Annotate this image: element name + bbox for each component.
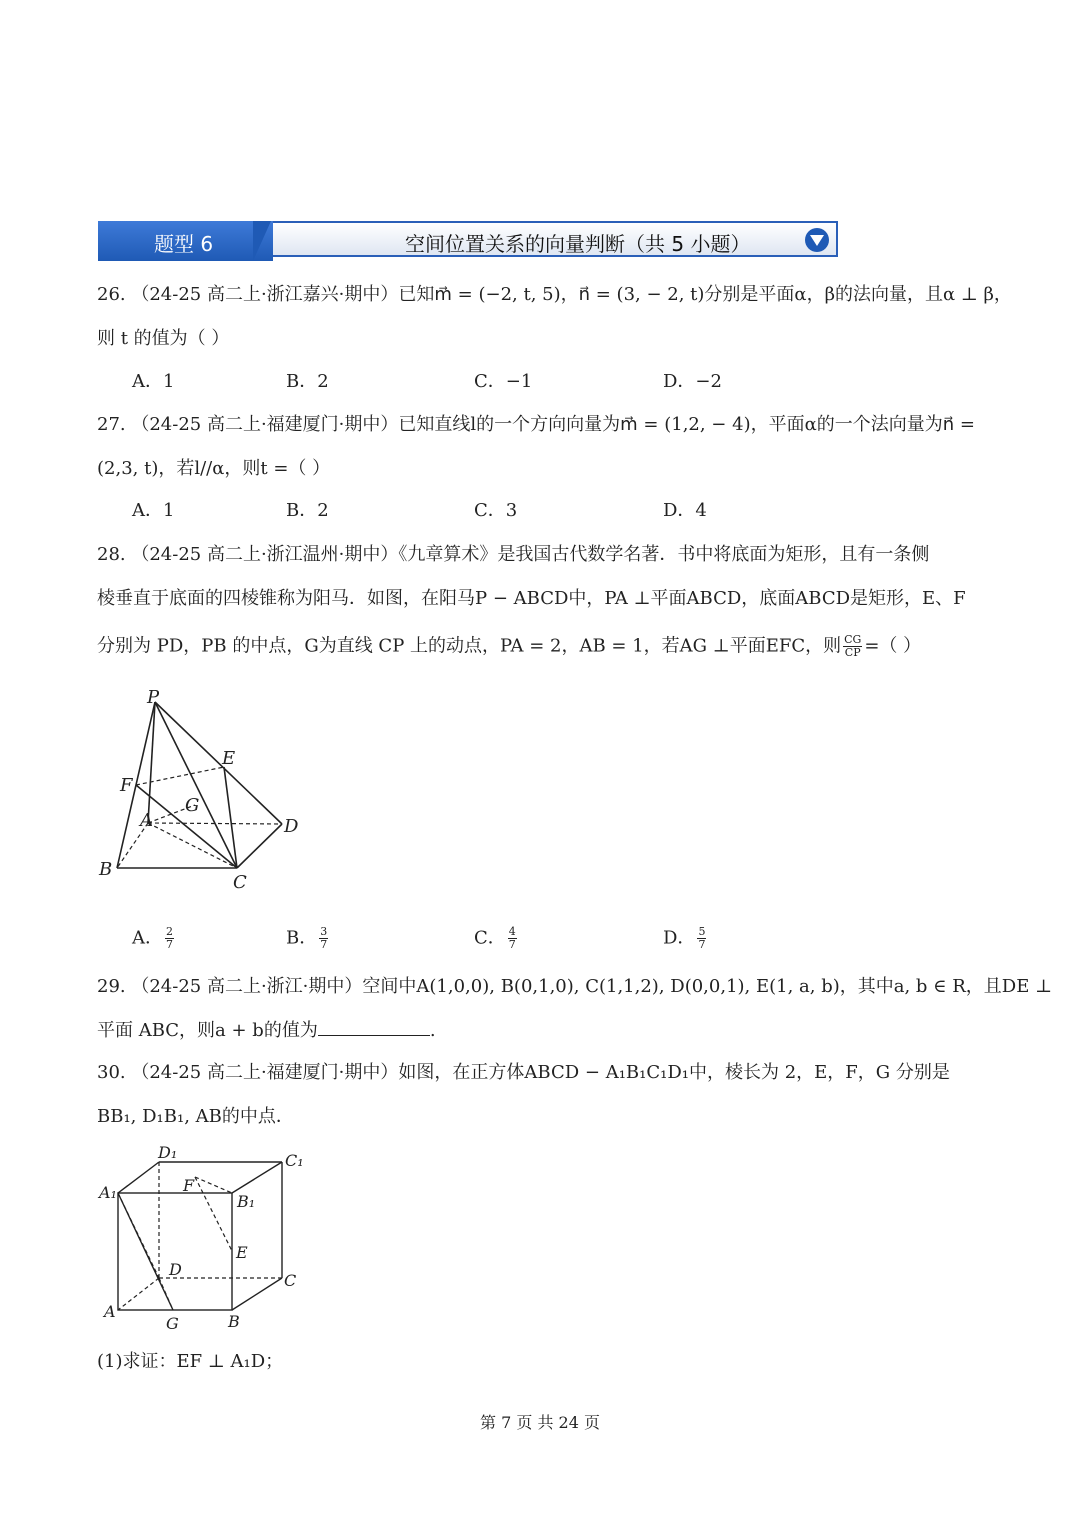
q28-option-c-num: 4 xyxy=(508,925,516,938)
q30-line2: BB₁, D₁B₁, AB的中点． xyxy=(97,1106,294,1127)
q26-option-d[interactable]: D．−2 xyxy=(663,371,722,392)
q28-line2: 棱垂直于底面的四棱锥称为阳马．如图，在阳马P − ABCD中，PA ⊥平面ABCD，底面ABCD是矩形，E、F xyxy=(97,588,966,609)
label-D1: D₁ xyxy=(158,1143,178,1162)
label-G: G xyxy=(185,795,200,816)
q28-option-a-den: 7 xyxy=(166,938,173,951)
edge-PC xyxy=(155,702,237,868)
label-E: E xyxy=(222,748,236,769)
edge-C1B1 xyxy=(232,1162,282,1193)
q28-option-b-letter: B． xyxy=(286,927,318,949)
q26-option-b[interactable]: B．2 xyxy=(286,371,329,392)
q28-option-c-den: 7 xyxy=(508,938,516,951)
label-P: P xyxy=(147,687,160,708)
edge-FE xyxy=(195,1177,232,1251)
label-F: F xyxy=(183,1176,195,1195)
q29-line1: 29. （24-25 高二上·浙江·期中）空间中A(1,0,0), B(0,1,0), C(1,1,2), D(0,0,1), E(1, a, b)，其中a, b ∈ R，且DE ⊥ xyxy=(97,976,1053,997)
banner-type-tab xyxy=(98,221,273,261)
q28-option-a-num: 2 xyxy=(166,925,173,938)
label-D: D xyxy=(169,1260,182,1279)
q28-pyramid-figure xyxy=(95,685,310,895)
q28-option-b-den: 7 xyxy=(320,938,328,951)
q28-line1: 28. （24-25 高二上·浙江温州·期中）《九章算术》是我国古代数学名著．书中将底面为矩形，且有一条侧 xyxy=(97,544,930,565)
label-A1: A₁ xyxy=(99,1183,117,1202)
q29-answer-blank[interactable] xyxy=(318,1019,430,1036)
edge-AC xyxy=(148,823,237,868)
q28-option-c-frac xyxy=(508,926,517,951)
q27-option-a[interactable]: A．1 xyxy=(132,500,175,521)
q28-option-b-frac xyxy=(319,926,328,951)
q26-option-c[interactable]: C．−1 xyxy=(474,371,533,392)
q30-line1: 30. （24-25 高二上·福建厦门·期中）如图，在正方体ABCD − A₁B₁C₁D₁中，棱长为 2，E，F，G 分别是 xyxy=(97,1062,950,1083)
label-C1: C₁ xyxy=(285,1151,304,1170)
q30-cube-figure xyxy=(95,1140,310,1335)
label-F: F xyxy=(120,775,133,796)
edge-DA xyxy=(118,1278,159,1310)
q27-option-b[interactable]: B．2 xyxy=(286,500,329,521)
edge-CB xyxy=(232,1278,282,1310)
q27-option-c[interactable]: C．3 xyxy=(474,500,518,521)
label-B: B xyxy=(99,859,113,880)
q28-line3 xyxy=(97,634,921,659)
q28-option-d-den: 7 xyxy=(698,938,706,951)
q26-option-a[interactable]: A．1 xyxy=(132,371,175,392)
edge-PD xyxy=(155,702,282,824)
q28-option-a-letter: A． xyxy=(132,927,163,949)
q28-option-d[interactable] xyxy=(663,926,708,951)
label-B: B xyxy=(228,1312,240,1331)
banner-title: 空间位置关系的向量判断（共 5 小题） xyxy=(405,232,751,256)
q28-line3-text: 分别为 PD，PB 的中点，G为直线 CP 上的动点，PA = 2，AB = 1，若AG ⊥平面EFC，则 xyxy=(97,635,842,657)
label-B1: B₁ xyxy=(237,1192,256,1211)
edge-FB1 xyxy=(195,1177,232,1193)
q27-line1: 27. （24-25 高二上·福建厦门·期中）已知直线l的一个方向向量为m⃗ = (1,2, − 4)，平面α的一个法向量为n⃗ = xyxy=(97,414,975,435)
banner-type-label: 题型 6 xyxy=(154,232,214,256)
label-G: G xyxy=(166,1314,179,1333)
page-number: 第 7 页 共 24 页 xyxy=(480,1413,600,1432)
cube-front-face xyxy=(118,1193,232,1310)
q26-line2: 则 t 的值为（ ） xyxy=(97,328,230,349)
edge-FE xyxy=(136,767,224,785)
q30-part1: (1)求证：EF ⊥ A₁D； xyxy=(97,1351,284,1372)
edge-A1D1 xyxy=(118,1162,159,1193)
label-D: D xyxy=(284,816,299,837)
chevron-down-circle-icon[interactable] xyxy=(804,227,830,253)
edge-EC xyxy=(224,767,237,868)
label-A: A xyxy=(140,810,153,831)
q28-fraction xyxy=(843,634,862,659)
banner-slant xyxy=(253,221,271,261)
q28-line3-end: =（ ） xyxy=(864,635,922,657)
q28-option-a-frac xyxy=(165,926,174,951)
q28-option-c[interactable] xyxy=(474,926,519,951)
q28-option-b[interactable] xyxy=(286,926,330,951)
q26-line1: 26. （24-25 高二上·浙江嘉兴·期中）已知m⃗ = (−2, t, 5)，n⃗ = (3, − 2, t)分别是平面α，β的法向量，且α ⊥ β， xyxy=(97,284,1012,305)
q28-option-d-letter: D． xyxy=(663,927,696,949)
section-banner xyxy=(98,221,838,261)
q28-frac-den: CP xyxy=(844,646,861,659)
q28-option-a[interactable] xyxy=(132,926,176,951)
label-C: C xyxy=(233,872,247,893)
edge-CD xyxy=(237,824,282,868)
q28-option-b-num: 3 xyxy=(320,925,328,938)
q29-line2-text: 平面 ABC，则a + b的值为 xyxy=(97,1020,318,1041)
label-E: E xyxy=(236,1243,248,1262)
q28-option-d-num: 5 xyxy=(698,925,706,938)
label-A: A xyxy=(104,1302,116,1321)
banner-title-box xyxy=(258,221,838,257)
edge-DG xyxy=(159,1278,173,1310)
q29-line2-end: . xyxy=(429,1020,436,1041)
q27-line2: (2,3, t)，若l//α，则t =（ ） xyxy=(97,458,331,479)
q28-frac-num: CG xyxy=(844,633,862,646)
q28-option-c-letter: C． xyxy=(474,927,506,949)
q29-line2 xyxy=(97,1019,436,1042)
label-C: C xyxy=(284,1271,297,1290)
q28-option-d-frac xyxy=(697,926,706,951)
q27-option-d[interactable]: D．4 xyxy=(663,500,707,521)
